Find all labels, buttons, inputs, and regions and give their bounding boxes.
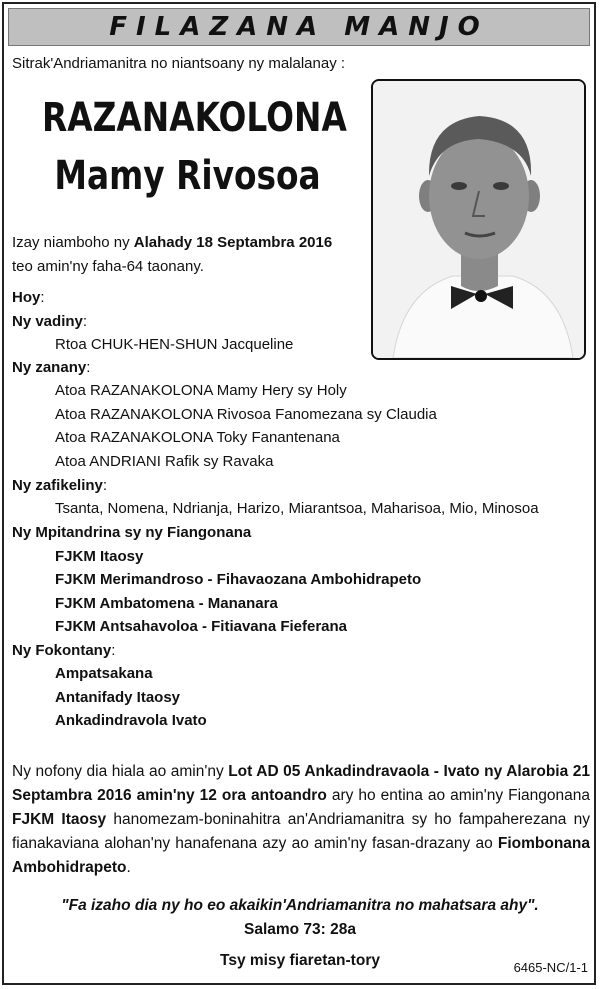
list-item: Ankadindravola Ivato [55,712,207,729]
header-banner [8,8,590,46]
list-item: Rtoa CHUK-HEN-SHUN Jacqueline [55,336,294,353]
list-item: Atoa ANDRIANI Rafik sy Ravaka [55,453,274,470]
vady-heading [12,313,87,330]
list-item: Antanifady Itaosy [55,689,181,706]
portrait-photo [373,81,584,358]
funeral-church: FJKM Itaosy [12,811,107,828]
list-item: Atoa RAZANAKOLONA Toky Fanantenana [55,429,340,446]
funeral-text-1: Ny nofony dia hiala ao amin'ny [12,763,229,780]
list-item: Atoa RAZANAKOLONA Mamy Hery sy Holy [55,382,347,399]
intro-text: Sitrak'Andriamanitra no niantsoany ny malalanay : [12,55,346,72]
bible-reference: Salamo 73: 28a [243,921,356,938]
deceased-surname: RAZANAKOLONA [41,95,347,141]
bible-quote: "Fa izaho dia ny ho eo akaikin'Andriamanitra no mahatsara ahy". [61,897,539,914]
zanany-heading [12,359,90,376]
list-item: Ampatsakana [55,665,153,682]
vady-label: Ny vadiny [12,313,83,330]
funeral-location-time: Lot AD 05 Ankadindravaola - Ivato ny Alarobia 21 Septambra 2016 amin'ny 12 ora antoandro [12,763,590,804]
hoy-label: Hoy [12,289,41,306]
funeral-paragraph [12,760,590,880]
funeral-text-4: . [126,859,131,876]
list-item: Tsanta, Nomena, Ndrianja, Harizo, Miarantsoa, Maharisoa, Mio, Minosoa [55,500,539,517]
zafikeliny-label: Ny zafikeliny [12,477,103,494]
death-age-line: teo amin'ny faha-64 taonany. [12,258,204,275]
zafikeliny-colon: : [102,477,108,494]
list-item: FJKM Ambatomena - Mananara [55,595,278,612]
vady-colon: : [82,313,88,330]
zafikeliny-heading [12,477,107,494]
list-item: FJKM Itaosy [55,548,144,565]
death-date: Alahady 18 Septambra 2016 [133,234,333,251]
fokontany-heading [12,642,115,659]
list-item: FJKM Antsahavoloa - Fitiavana Fieferana [55,618,348,635]
fokontany-label: Ny Fokontany [12,642,112,659]
hoy-colon: : [40,289,45,306]
death-prefix: Izay niamboho ny [12,234,134,251]
list-item: Atoa RAZANAKOLONA Rivosoa Fanomezana sy Claudia [55,406,437,423]
mpitandrina-heading: Ny Mpitandrina sy ny Fiangonana [12,524,252,541]
header-title: FILAZANA MANJO [109,12,489,42]
zanany-colon: : [86,359,91,376]
no-wake-notice: Tsy misy fiaretan-tory [220,952,380,969]
death-date-line [12,234,332,251]
hoy-heading [12,289,45,306]
funeral-text-2: ary ho entina ao amin'ny Fiangonana [326,787,590,804]
list-item: FJKM Merimandroso - Fihavaozana Ambohidrapeto [55,571,422,588]
deceased-portrait [371,79,586,360]
funeral-burial-place: Fiombonana Ambohidrapeto [12,835,590,876]
fokontany-colon: : [111,642,116,659]
deceased-given-names: Mamy Rivosoa [54,153,321,199]
zanany-label: Ny zanany [12,359,87,376]
funeral-text-3: hanomezam-boninahitra an'Andriamanitra sy ho fampaherezana ny fianakaviana alohan'ny hanafenana azy ao amin'ny fasan-drazany ao [12,811,590,852]
ad-code: 6465-NC/1-1 [513,960,588,975]
